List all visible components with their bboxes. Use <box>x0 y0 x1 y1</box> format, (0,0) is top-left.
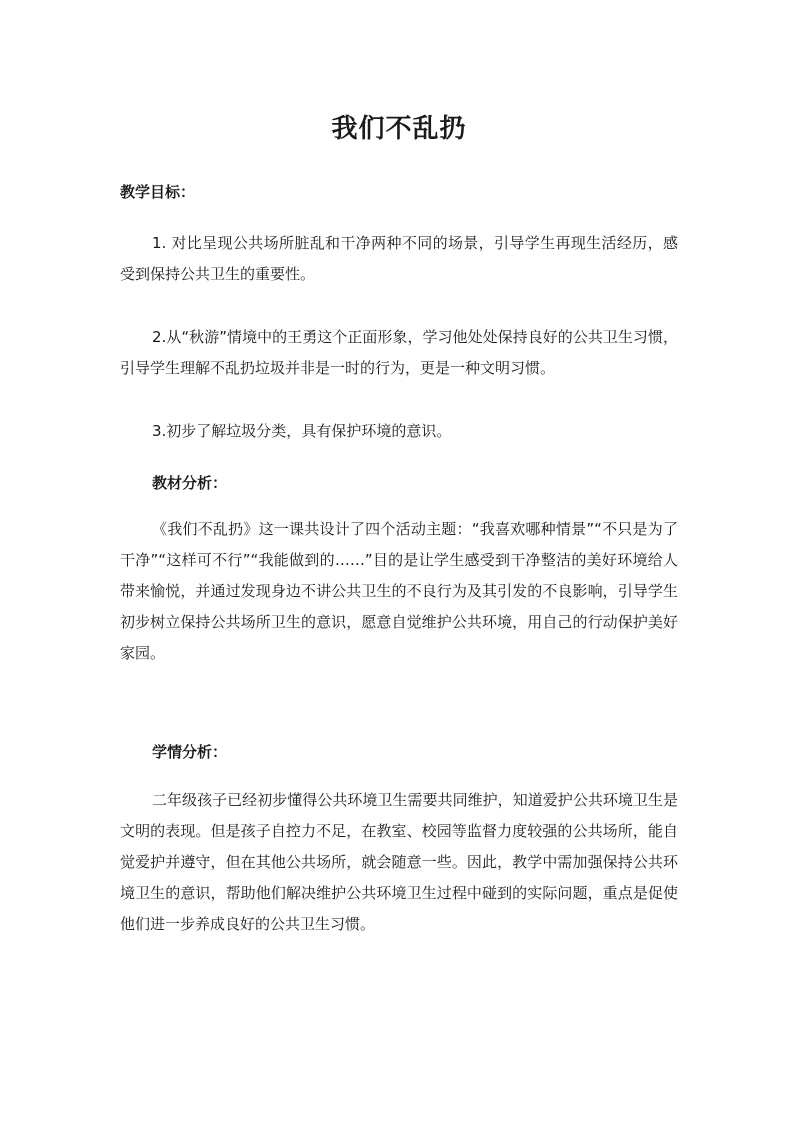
section-heading-material-analysis: 教材分析： <box>152 474 228 492</box>
goal-paragraph-3: 3.初步了解垃圾分类，具有保护环境的意识。 <box>152 422 452 440</box>
section-heading-teaching-goals: 教学目标： <box>120 183 196 201</box>
page-title: 我们不乱扔 <box>331 114 467 144</box>
goal-paragraph-1: 1. 对比呈现公共场所脏乱和干净两种不同的场景，引导学生再现生活经历，感受到保持公共卫生的重要性。 <box>120 234 678 283</box>
section-heading-student-analysis: 学情分析： <box>152 743 228 761</box>
goal-paragraph-2: 2.从“秋游”情境中的王勇这个正面形象，学习他处处保持良好的公共卫生习惯，引导学生理解不乱扔垃圾并非是一时的行为，更是一种文明习惯。 <box>120 328 678 377</box>
material-paragraph: 《我们不乱扔》这一课共设计了四个活动主题：“我喜欢哪种情景”“不只是为了干净”“这样可不行”“我能做到的……”目的是让学生感受到干净整洁的美好环境给人带来愉悦，并通过发现身边不讲公共卫生的不良行为及其引发的不良影响，引导学生初步树立保持公共场所卫生的意识，愿意自觉维护公共环境，用自己的行动保护美好家园。 <box>120 520 678 662</box>
student-paragraph: 二年级孩子已经初步懂得公共环境卫生需要共同维护，知道爱护公共环境卫生是文明的表现。但是孩子自控力不足，在教室、校园等监督力度较强的公共场所，能自觉爱护并遵守，但在其他公共场所，就会随意一些。因此，教学中需加强保持公共环境卫生的意识，帮助他们解决维护公共环境卫生过程中碰到的实际问题，重点是促使他们进一步养成良好的公共卫生习惯。 <box>120 791 678 933</box>
